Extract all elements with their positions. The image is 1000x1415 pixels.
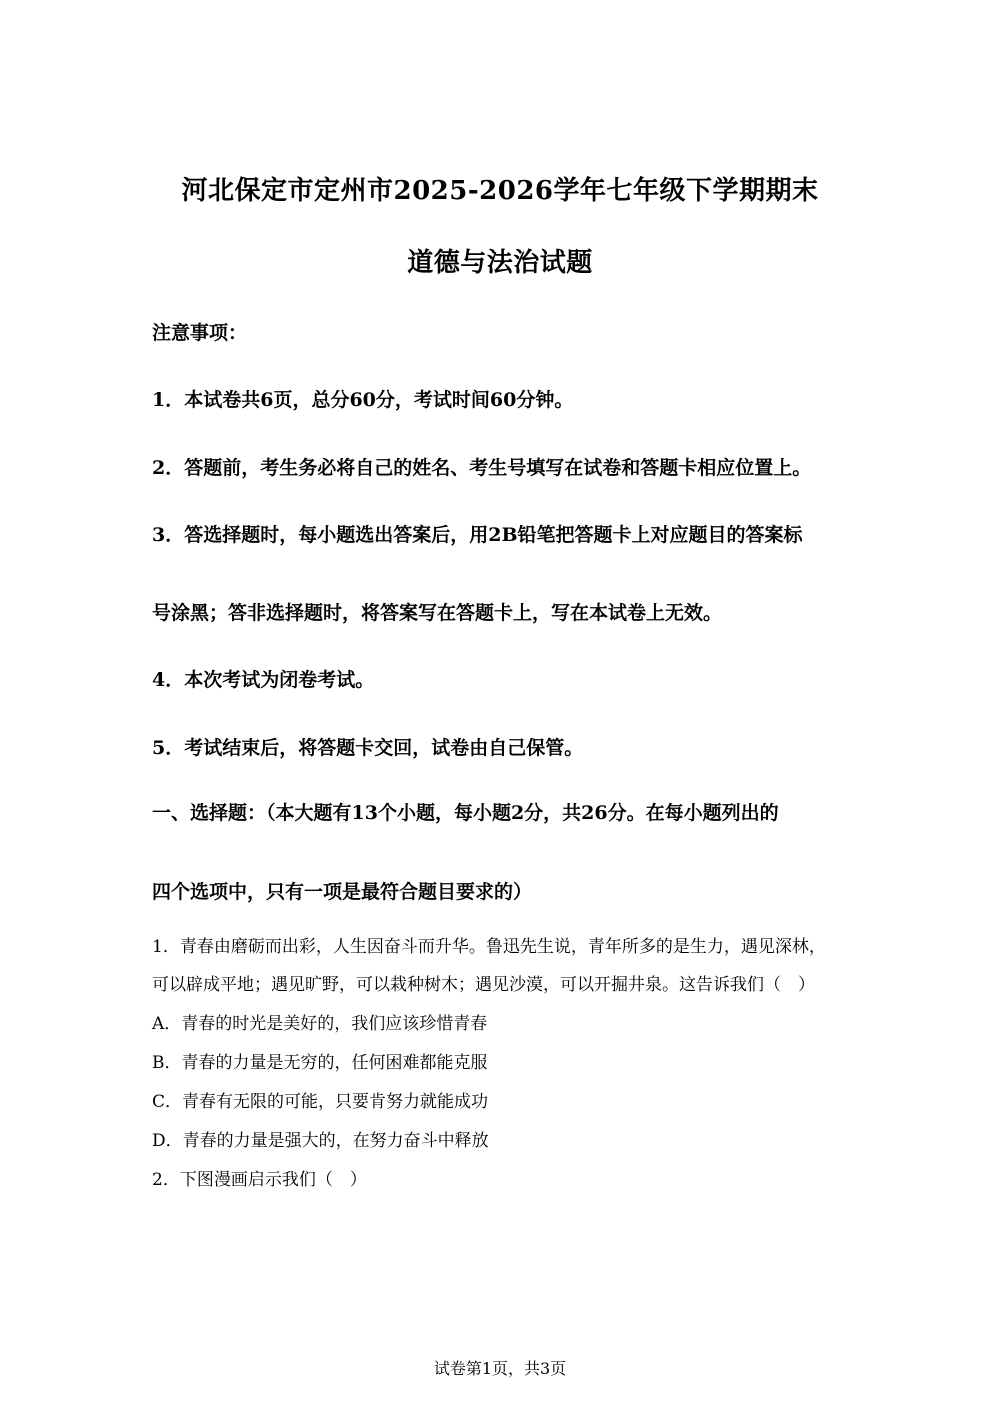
question-1-option-b: B．青春的力量是无穷的，任何困难都能克服 [152,1053,488,1073]
notice-item-2: 2．答题前，考生务必将自己的姓名、考生号填写在试卷和答题卡相应位置上。 [152,457,812,479]
question-1-stem-line2: 可以辟成平地；遇见旷野，可以栽种树木；遇见沙漠，可以开掘井泉。这告诉我们（ ） [152,975,815,995]
notice-item-5: 5．考试结束后，将答题卡交回，试卷由自己保管。 [152,737,584,759]
notice-item-3-continued: 号涂黑；答非选择题时，将答案写在答题卡上，写在本试卷上无效。 [152,602,723,624]
notice-heading: 注意事项： [152,322,248,344]
question-2-stem: 2．下图漫画启示我们（ ） [152,1170,367,1190]
question-1-option-a: A．青春的时光是美好的，我们应该珍惜青春 [152,1014,488,1034]
section-heading-line2: 四个选项中，只有一项是最符合题目要求的） [152,881,533,903]
notice-item-1: 1．本试卷共6页，总分60分，考试时间60分钟。 [152,389,574,411]
notice-item-3: 3．答选择题时，每小题选出答案后，用2B铅笔把答题卡上对应题目的答案标 [152,524,803,546]
exam-title-line2: 道德与法治试题 [407,248,593,278]
notice-item-4: 4．本次考试为闭卷考试。 [152,669,375,691]
question-1-option-d: D．青春的力量是强大的，在努力奋斗中释放 [152,1131,489,1151]
section-heading-line1: 一、选择题：（本大题有13个小题，每小题2分，共26分。在每小题列出的 [152,802,779,824]
question-1-option-c: C．青春有无限的可能，只要肯努力就能成功 [152,1092,489,1112]
page-footer: 试卷第1页，共3页 [433,1359,567,1378]
exam-title-line1: 河北保定市定州市2025-2026学年七年级下学期期末 [181,176,819,206]
question-1-stem-line1: 1．青春由磨砺而出彩，人生因奋斗而升华。鲁迅先生说，青年所多的是生力，遇见深林， [152,937,826,957]
